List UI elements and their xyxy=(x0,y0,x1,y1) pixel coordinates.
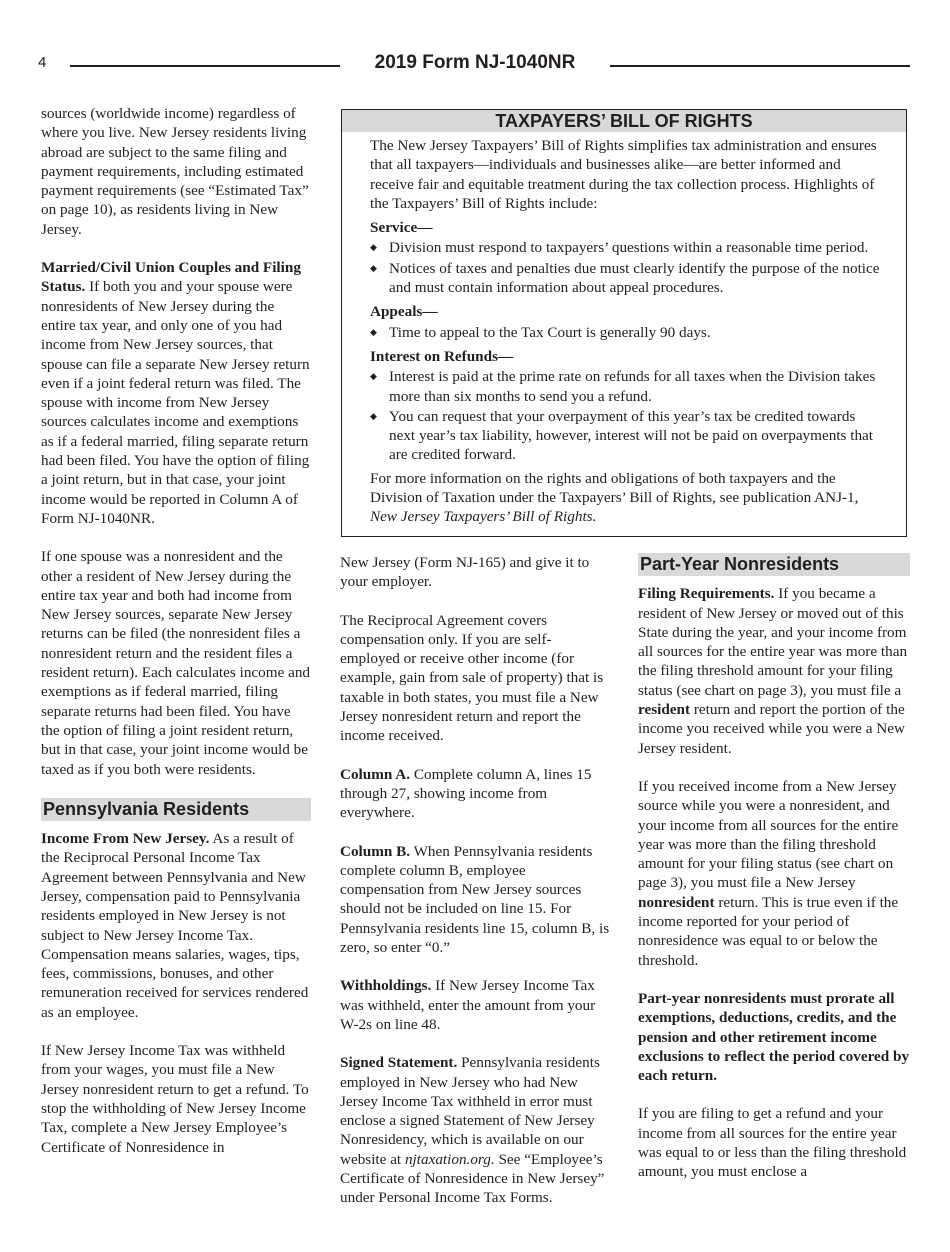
filing-requirements-body-1: If you became a resident of New Jersey or moved out of this State during the year, and your income from all sources for the entire year was more than the filing threshold amount for your filing status (see chart on page 3), you must file a xyxy=(638,585,908,699)
income-from-nj-body: As a result of the Reciprocal Personal Income Tax Agreement between Pennsylvania and New Jersey, compensation paid to Pennsylvania residents employed in New Jersey is not subject to New Jersey Income Tax. Compensation means salaries, wages, tips, fees, commissions, bonuses, and other remuneration received for services rendered as an employee. xyxy=(41,830,309,1021)
bill-of-rights-title: TAXPAYERS’ BILL OF RIGHTS xyxy=(342,110,906,132)
header-rule-left xyxy=(70,65,340,67)
prorate-bold: Part-year nonresidents must prorate all exemptions, deductions, credits, and the pension and other retirement income exclusions to reflect the period covered by each return. xyxy=(638,989,910,1085)
withholdings-body: If New Jersey Income Tax was withheld, enter the amount from your W-2s on line 48. xyxy=(340,977,596,1033)
nj-source-body-1: If you received income from a New Jersey source while you were a nonresident, and your income from all sources for the entire year was more than the filing threshold amount for your filing status (see chart on page 3), you must file a New Jersey xyxy=(638,777,899,892)
page-header xyxy=(0,52,950,78)
service-bullet-2-text: Notices of taxes and penalties due must clearly identify the purpose of the notice and must contain information about appeal procedures. xyxy=(389,259,880,297)
bill-of-rights-box xyxy=(341,109,907,537)
appeals-label: Appeals— xyxy=(370,303,438,321)
married-couples-lead: Married/Civil Union Couples and Filing Status. xyxy=(41,259,301,296)
withholdings-lead: Withholdings. xyxy=(340,977,432,995)
paragraph-signed-statement xyxy=(340,1053,610,1207)
section-heading-pennsylvania: Pennsylvania Residents xyxy=(41,798,311,821)
signed-statement-lead: Signed Statement. xyxy=(340,1054,458,1072)
married-couples-body: If both you and your spouse were nonresidents of New Jersey during the entire tax year, and only one of you had income from New Jersey sources, that spouse can file a separate New Jersey return even if a joint federal return was filed. The spouse with income from New Jersey sources calculates income and exemptions as if a federal married, filing separate return had been filed. You have the option of filing a joint return, but in that case, your joint income would be reported in Column A of Form NJ-1040NR. xyxy=(41,278,310,527)
interest-bullet-1-text: Interest is paid at the prime rate on refunds for all taxes when the Division takes more than six months to send you a refund. xyxy=(389,368,876,405)
header-rule-right xyxy=(610,65,910,67)
paragraph-prorate xyxy=(638,989,910,1085)
filing-requirements-lead: Filing Requirements. xyxy=(638,585,775,603)
diamond-bullet-icon: ◆ xyxy=(370,326,377,337)
page-number: 4 xyxy=(38,54,47,71)
paragraph-worldwide-income: sources (worldwide income) regardless of where you live. New Jersey residents living abroad are subject to the same filing and payment requirements, including estimated payment requirements (see “Estimated Tax” on page 10), as residents living in New Jersey. xyxy=(41,105,309,238)
paragraph-married-couples xyxy=(41,258,311,528)
diamond-bullet-icon: ◆ xyxy=(370,371,377,382)
column-left xyxy=(41,104,311,1176)
column-right xyxy=(638,553,910,1201)
paragraph-form-nj165: New Jersey (Form NJ-165) and give it to your employer. xyxy=(340,554,590,591)
paragraph-filing-requirements xyxy=(638,584,910,758)
diamond-bullet-icon: ◆ xyxy=(370,262,377,273)
paragraph-refund-enclose: If you are filing to get a refund and your income from all sources for the entire year was equal to or less than the filing threshold amount, you must enclose a xyxy=(638,1105,907,1181)
section-heading-part-year: Part-Year Nonresidents xyxy=(638,553,910,576)
diamond-bullet-icon: ◆ xyxy=(370,410,377,421)
paragraph-withholdings xyxy=(340,976,610,1034)
column-b-lead: Column B. xyxy=(340,842,411,860)
nj-source-body-2: return. This is true even if the income reported for your period of nonresidence was equal to or below the threshold. xyxy=(638,893,899,969)
website-link[interactable]: njtaxation.org. xyxy=(404,1150,495,1168)
paragraph-income-from-nj xyxy=(41,829,311,1022)
interest-bullet-1 xyxy=(370,367,884,406)
form-title: 2019 Form NJ-1040NR xyxy=(374,52,576,73)
bill-of-rights-intro: The New Jersey Taxpayers’ Bill of Rights simplifies tax administration and ensures that all taxpayers—individuals and businesses alike—are better informed and receive fair and equitable treatment during the tax collection process. Highlights of the Taxpayers’ Bill of Rights include: xyxy=(370,137,877,212)
bill-of-rights-body xyxy=(342,132,906,527)
paragraph-one-spouse-nonresident: If one spouse was a nonresident and the other a resident of New Jersey during the entire tax year and both had income from New Jersey sources, separate New Jersey returns can be filed (the nonresident files a nonresident return and the resident files a resident return). Each calculates income and exemptions as if federal married, filing separate returns had been filed. You have the option of filing a joint resident return, but in that case, your joint income would be taxed as if you both were residents. xyxy=(41,548,311,778)
column-b-body: When Pennsylvania residents complete column B, employee compensation from New Jersey sources should not be included on line 15. For Pennsylvania residents line 15, column B, is zero, so enter “0.” xyxy=(340,842,610,957)
service-bullet-2 xyxy=(370,259,884,298)
column-a-body: Complete column A, lines 15 through 27, showing income from everywhere. xyxy=(340,765,592,822)
interest-bullet-2 xyxy=(370,407,884,465)
more-info-text: For more information on the rights and obligations of both taxpayers and the Division of Taxation under the Taxpayers’ Bill of Rights, see publication ANJ-1, xyxy=(370,469,859,507)
column-middle xyxy=(340,553,610,1227)
diamond-bullet-icon: ◆ xyxy=(370,242,377,253)
paragraph-nj-source-income xyxy=(638,777,910,970)
interest-label: Interest on Refunds— xyxy=(370,347,514,365)
appeals-bullet-1 xyxy=(370,323,884,342)
appeals-bullet-1-text: Time to appeal to the Tax Court is generally 90 days. xyxy=(389,323,711,341)
publication-title: New Jersey Taxpayers’ Bill of Rights. xyxy=(370,508,597,526)
more-info-paragraph xyxy=(370,469,884,527)
service-bullet-1 xyxy=(370,238,884,257)
column-a-lead: Column A. xyxy=(340,765,411,783)
paragraph-column-a xyxy=(340,765,610,823)
nonresident-bold: nonresident xyxy=(638,893,715,911)
filing-requirements-body-2: return and report the portion of the income you received while you were a New Jersey resident. xyxy=(638,701,905,757)
signed-statement-body-1: Pennsylvania residents employed in New Jersey who had New Jersey Income Tax withheld in error must enclose a signed Statement of New Jersey Nonresidency, which is available on our website at xyxy=(340,1054,600,1168)
resident-bold: resident xyxy=(638,701,691,719)
paragraph-reciprocal-agreement: The Reciprocal Agreement covers compensation only. If you are self-employed or receive other income (for example, gain from sale of property) that is taxable in both states, you must file a New Jersey nonresident return and report the income received. xyxy=(340,611,604,745)
paragraph-withholding-refund: If New Jersey Income Tax was withheld from your wages, you must file a New Jersey nonresident return to get a refund. To stop the withholding of New Jersey Income Tax, complete a New Jersey Employee’s Certificate of Nonresidence in xyxy=(41,1042,309,1156)
signed-statement-body-2: See “Employee’s Certificate of Nonresidence in New Jersey” under Personal Income Tax Forms. xyxy=(340,1150,605,1207)
paragraph-column-b xyxy=(340,842,610,958)
service-label: Service— xyxy=(370,219,433,237)
interest-bullet-2-text: You can request that your overpayment of this year’s tax be credited towards next year’s tax liability, however, interest will not be paid on overpayments that are credited forward. xyxy=(389,407,873,464)
income-from-nj-lead: Income From New Jersey. xyxy=(41,830,210,848)
service-bullet-1-text: Division must respond to taxpayers’ questions within a reasonable time period. xyxy=(389,239,869,257)
